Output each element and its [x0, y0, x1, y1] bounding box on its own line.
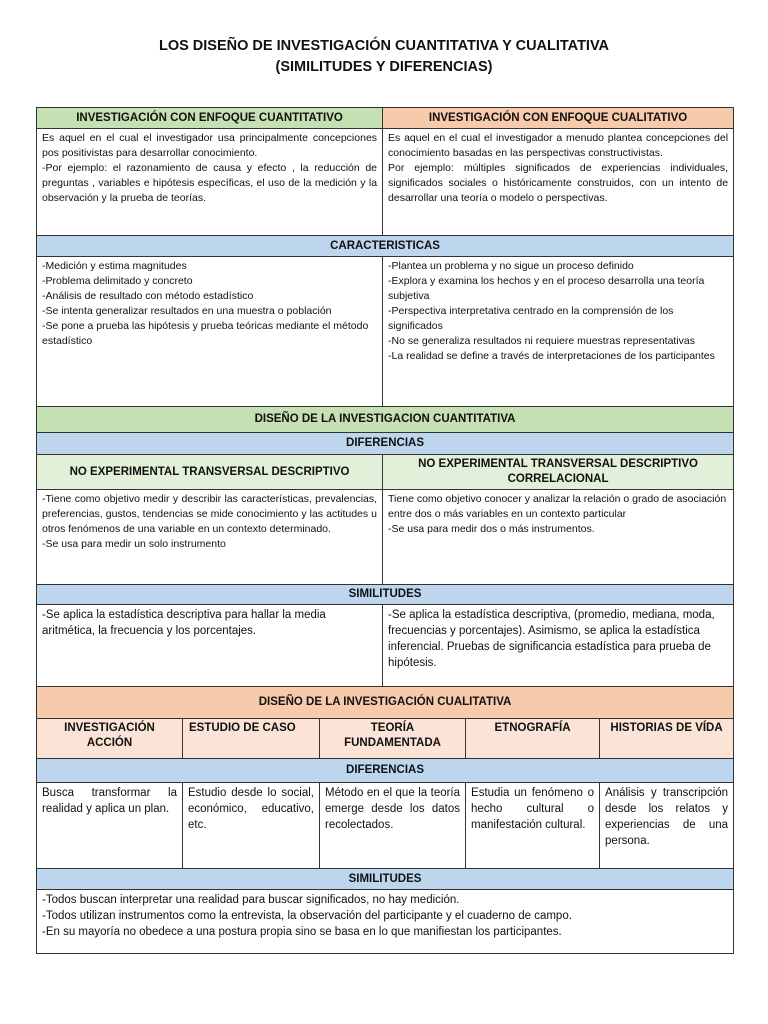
- comparison-table: [36, 107, 734, 954]
- tipo-etnografia: ETNOGRAFÍA: [466, 719, 600, 759]
- header-diseno-cualitativo: DISEÑO DE LA INVESTIGACIÓN CUALITATIVA: [37, 687, 734, 719]
- list-item: -Análisis de resultado con método estadístico: [42, 290, 254, 302]
- list-item: -Se pone a prueba las hipótesis y prueba teóricas mediante el método estadístico: [42, 320, 369, 347]
- tipo-investigacion-accion: INVESTIGACIÓN ACCIÓN: [37, 719, 183, 759]
- tipo-estudio-de-caso: ESTUDIO DE CASO: [183, 719, 320, 759]
- header-similitudes-cuantitativo: SIMILITUDES: [37, 585, 734, 605]
- text-line: -Se usa para medir dos o más instrumentos.: [388, 523, 595, 535]
- text-line: Es aquel en el cual el investigador usa principalmente concepciones pos positivistas para desarrollar conocimiento.: [42, 132, 378, 159]
- similitudes-cualitativo: [37, 890, 734, 954]
- text-line: -Tiene como objetivo medir y describir las características, prevalencias, preferencias, gustos, tendencias se mide conocimiento y las actitudes u otros fenómenos de una variable en un contexto determinado.: [42, 493, 378, 535]
- list-item: -Medición y estima magnitudes: [42, 260, 187, 272]
- title-line-2: (SIMILITUDES Y DIFERENCIAS): [275, 59, 493, 75]
- header-enfoque-cuantitativo: INVESTIGACIÓN CON ENFOQUE CUANTITATIVO: [37, 108, 383, 129]
- header-descriptivo: NO EXPERIMENTAL TRANSVERSAL DESCRIPTIVO: [37, 455, 383, 490]
- list-item: -Plantea un problema y no sigue un proceso definido: [388, 260, 634, 272]
- text-line: -Se usa para medir un solo instrumento: [42, 538, 226, 550]
- list-item: -Se intenta generalizar resultados en una muestra o población: [42, 305, 332, 317]
- diferencia-investigacion-accion: Busca transformar la realidad y aplica un plan.: [37, 783, 183, 869]
- similitud-correlacional: -Se aplica la estadística descriptiva, (promedio, mediana, moda, frecuencias y porcentajes). Asimismo, se aplica la estadística inferencial. Pruebas de significancia estadística para prueba de hipótesis.: [383, 605, 734, 687]
- document-title: [0, 36, 768, 78]
- header-enfoque-cualitativo: INVESTIGACIÓN CON ENFOQUE CUALITATIVO: [383, 108, 734, 129]
- text-line: Tiene como objetivo conocer y analizar la relación o grado de asociación entre dos o más variables en un contexto particular: [388, 493, 727, 520]
- list-item: -No se generaliza resultados ni requiere muestras representativas: [388, 335, 696, 347]
- text-line: Por ejemplo: múltiples significados de experiencias individuales, significados sociales o históricamente construidos, con un intento de desarrollar una teoría o modelo o perspectivas.: [388, 162, 729, 204]
- title-line-1: LOS DISEÑO DE INVESTIGACIÓN CUANTITATIVA Y CUALITATIVA: [158, 38, 610, 54]
- list-item: -Todos buscan interpretar una realidad para buscar significados, no hay medición.: [42, 894, 460, 906]
- caracteristicas-cualitativo: [383, 257, 734, 407]
- enfoque-cuantitativo-definition: [37, 129, 383, 236]
- header-caracteristicas: CARACTERISTICAS: [37, 236, 734, 257]
- tipo-teoria-fundamentada: TEORÍA FUNDAMENTADA: [320, 719, 466, 759]
- similitud-descriptivo: -Se aplica la estadística descriptiva para hallar la media aritmética, la frecuencia y los porcentajes.: [37, 605, 383, 687]
- list-item: -Explora y examina los hechos y en el proceso desarrolla una teoría subjetiva: [388, 275, 705, 302]
- text-line: -Por ejemplo: el razonamiento de causa y efecto , la reducción de preguntas , variables e hipótesis específicas, el uso de la medición y la observación y la prueba de teorías.: [42, 162, 378, 204]
- header-diferencias-cualitativo: DIFERENCIAS: [37, 759, 734, 783]
- list-item: -Problema delimitado y concreto: [42, 275, 193, 287]
- enfoque-cualitativo-definition: [383, 129, 734, 236]
- list-item: -Todos utilizan instrumentos como la entrevista, la observación del participante y el cuaderno de campo.: [42, 910, 572, 922]
- caracteristicas-cuantitativo: [37, 257, 383, 407]
- tipo-historias-de-vida: HISTORIAS DE VÍDA: [600, 719, 734, 759]
- correlacional-text: [383, 490, 734, 585]
- diferencia-etnografia: Estudia un fenómeno o hecho cultural o manifestación cultural.: [466, 783, 600, 869]
- list-item: -En su mayoría no obedece a una postura propia sino se basa en lo que manifiestan los participantes.: [42, 926, 562, 938]
- descriptivo-text: [37, 490, 383, 585]
- diferencia-estudio-de-caso: Estudio desde lo social, económico, educativo, etc.: [183, 783, 320, 869]
- header-diseno-cuantitativo: DISEÑO DE LA INVESTIGACION CUANTITATIVA: [37, 407, 734, 433]
- list-item: -Perspectiva interpretativa centrado en la comprensión de los significados: [388, 305, 674, 332]
- diferencia-historias-de-vida: Análisis y transcripción desde los relatos y experiencias de una persona.: [600, 783, 734, 869]
- text-line: Es aquel en el cual el investigador a menudo plantea concepciones del conocimiento basadas en las perspectivas constructivistas.: [388, 132, 729, 159]
- header-correlacional: NO EXPERIMENTAL TRANSVERSAL DESCRIPTIVO CORRELACIONAL: [383, 455, 734, 490]
- list-item: -La realidad se define a través de interpretaciones de los participantes: [388, 350, 715, 362]
- header-diferencias-cuantitativo: DIFERENCIAS: [37, 433, 734, 455]
- header-similitudes-cualitativo: SIMILITUDES: [37, 869, 734, 890]
- diferencia-teoria-fundamentada: Método en el que la teoría emerge desde los datos recolectados.: [320, 783, 466, 869]
